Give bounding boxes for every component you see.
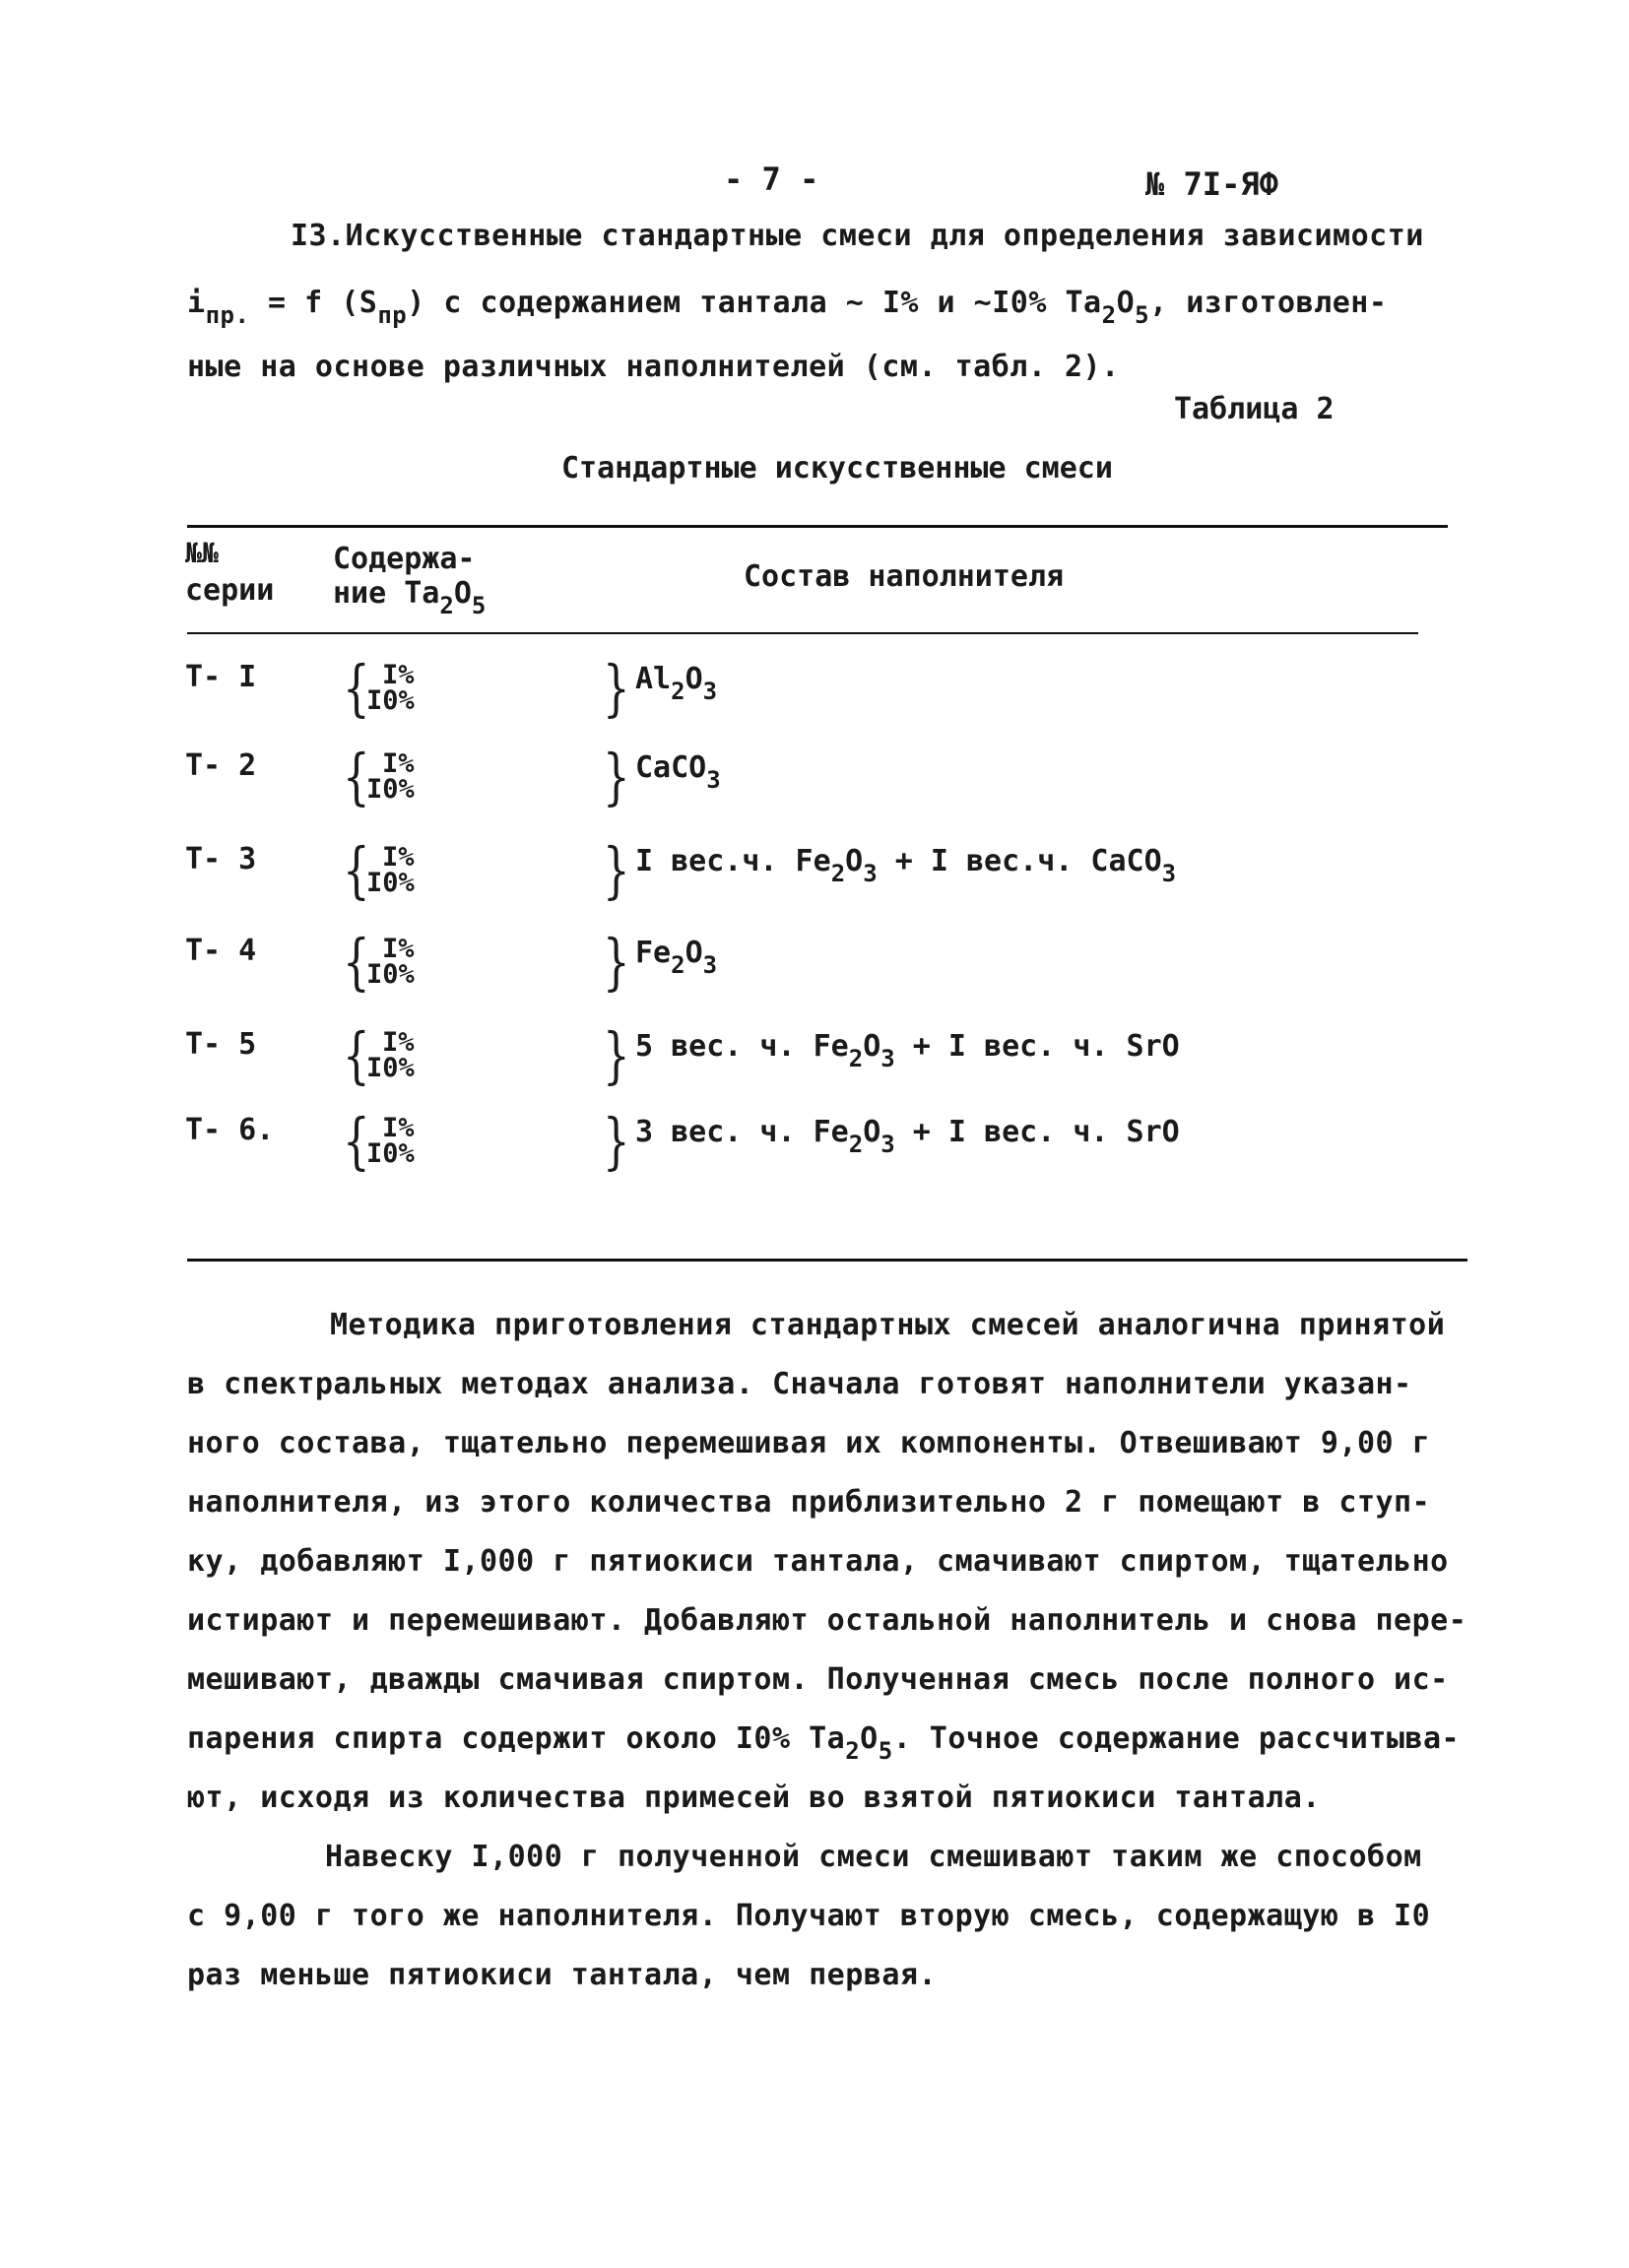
- p1-line8-prefix: парения спирта содержит около I0% Ta: [187, 1721, 846, 1756]
- right-brace: }: [603, 926, 630, 998]
- filler-subscript: 2: [671, 677, 685, 705]
- filler-subscript: 3: [863, 859, 878, 887]
- table-top-rule: [187, 525, 1448, 528]
- series-code: T- 4: [185, 934, 257, 968]
- paragraph-1-line-9: ют, исходя из количества примесей во взятой пятиокиси тантала.: [187, 1781, 1321, 1815]
- filler-subscript: 3: [702, 950, 718, 979]
- paragraph-1-line: истирают и перемешивают. Добавляют остальной наполнитель и снова пере-: [187, 1603, 1467, 1638]
- col-header-content-1: Содержа-: [333, 542, 476, 576]
- col2-sub: 5: [471, 591, 487, 619]
- filler-subscript: 3: [706, 765, 721, 794]
- table-header-rule: [187, 632, 1418, 634]
- document-number: № 7I-ЯФ: [1145, 165, 1278, 203]
- p1-line8-sub: 2: [845, 1736, 861, 1765]
- formula-sub: 5: [1135, 300, 1150, 329]
- paragraph-1-line: ку, добавляют I,000 г пятиокиси тантала, смачивают спиртом, тщательно: [187, 1544, 1449, 1579]
- paragraph-2-line: с 9,00 г того же наполнителя. Получают вторую смесь, содержащую в I0: [187, 1899, 1431, 1933]
- filler-text: + I вес. ч. SrO: [894, 1115, 1180, 1149]
- paragraph-1-line: мешивают, дважды смачивая спиртом. Полученная смесь после полного ис-: [187, 1662, 1449, 1697]
- formula-tail: , изготовлен-: [1149, 286, 1388, 320]
- page-number: - 7 -: [724, 161, 819, 198]
- content-low: I%: [382, 660, 415, 690]
- formula-sub: 2: [1101, 300, 1117, 329]
- filler-subscript: 3: [880, 1130, 895, 1158]
- filler-text: CaCO: [635, 750, 707, 785]
- content-low: I%: [382, 934, 415, 964]
- left-brace: {: [343, 926, 370, 998]
- content-high: I0%: [366, 1138, 415, 1169]
- intro-line-1: I3.Искусственные стандартные смеси для определения зависимости: [291, 219, 1424, 253]
- p1-line8-o: O: [860, 1721, 879, 1756]
- right-brace: }: [603, 652, 630, 724]
- col-header-filler: Состав наполнителя: [744, 559, 1065, 594]
- paragraph-2-line: Навеску I,000 г полученной смеси смешивают таким же способом: [325, 1840, 1422, 1874]
- filler-subscript: 3: [880, 1044, 895, 1072]
- filler-text: + I вес. ч. SrO: [894, 1029, 1180, 1064]
- p1-line8-sub: 5: [878, 1736, 893, 1765]
- filler-text: O: [684, 662, 703, 696]
- paragraph-1-line: Методика приготовления стандартных смесей аналогична принятой: [330, 1308, 1446, 1342]
- series-code: T- 2: [185, 748, 257, 783]
- col2-sub: 2: [439, 591, 454, 619]
- left-brace: {: [343, 652, 370, 724]
- filler-text: 3 вес. ч. Fe: [635, 1115, 849, 1149]
- content-high: I0%: [366, 1053, 415, 1083]
- filler-subscript: 3: [702, 677, 718, 705]
- paragraph-1-line: ного состава, тщательно перемешивая их компоненты. Отвешивают 9,00 г: [187, 1426, 1431, 1460]
- content-high: I0%: [366, 685, 415, 716]
- filler-composition: [635, 662, 718, 705]
- content-high: I0%: [366, 868, 415, 898]
- content-low: I%: [382, 748, 415, 779]
- formula-i: i: [187, 286, 206, 320]
- col-header-content-2: [333, 576, 487, 619]
- intro-line-2: [187, 286, 1388, 329]
- right-brace: }: [603, 834, 630, 906]
- filler-subscript: 3: [1161, 859, 1177, 887]
- left-brace: {: [343, 1019, 370, 1091]
- formula-mid: = f (S: [249, 286, 378, 320]
- content-low: I%: [382, 1027, 415, 1058]
- paragraph-1-line: наполнителя, из этого количества приблизительно 2 г помещают в ступ-: [187, 1485, 1431, 1520]
- formula-sub: пр: [377, 300, 408, 329]
- filler-composition: [635, 1115, 1180, 1158]
- content-low: I%: [382, 1113, 415, 1143]
- left-brace: {: [343, 834, 370, 906]
- formula-o: O: [1116, 286, 1136, 320]
- content-high: I0%: [366, 959, 415, 990]
- right-brace: }: [603, 1019, 630, 1091]
- col2-prefix: ние Ta: [333, 576, 440, 611]
- filler-subscript: 2: [848, 1044, 864, 1072]
- right-brace: }: [603, 741, 630, 812]
- filler-subscript: 2: [830, 859, 846, 887]
- filler-text: O: [845, 844, 864, 878]
- col-header-series-1: №№: [185, 537, 219, 569]
- series-code: T- 6.: [185, 1113, 275, 1147]
- col-header-series-2: серии: [185, 573, 275, 608]
- filler-subscript: 2: [671, 950, 685, 979]
- content-low: I%: [382, 842, 415, 873]
- filler-composition: [635, 844, 1177, 887]
- formula-rhs: ) с содержанием тантала ~ I% и ~I0% Ta: [407, 286, 1102, 320]
- filler-subscript: 2: [848, 1130, 864, 1158]
- series-code: T- 3: [185, 842, 257, 876]
- series-code: T- 5: [185, 1027, 257, 1062]
- p1-line8-suffix: . Точное содержание рассчитыва-: [892, 1721, 1461, 1756]
- filler-text: + I вес.ч. CaCO: [877, 844, 1162, 878]
- filler-text: 5 вес. ч. Fe: [635, 1029, 849, 1064]
- table-label: Таблица 2: [1174, 392, 1335, 426]
- filler-text: Fe: [635, 936, 672, 970]
- paragraph-1-line-8: [187, 1721, 1461, 1765]
- intro-line-3: ные на основе различных наполнителей (см. табл. 2).: [187, 350, 1120, 384]
- filler-text: O: [863, 1115, 881, 1149]
- content-high: I0%: [366, 774, 415, 805]
- filler-text: O: [863, 1029, 881, 1064]
- filler-text: I вес.ч. Fe: [635, 844, 831, 878]
- left-brace: {: [343, 1105, 370, 1177]
- formula-sub: пр.: [205, 300, 250, 329]
- filler-text: O: [684, 936, 703, 970]
- left-brace: {: [343, 741, 370, 812]
- filler-composition: [635, 750, 721, 794]
- filler-composition: [635, 936, 718, 979]
- paragraph-2-line: раз меньше пятиокиси тантала, чем первая.: [187, 1958, 938, 1992]
- paragraph-1-line: в спектральных методах анализа. Сначала готовят наполнители указан-: [187, 1367, 1412, 1401]
- filler-text: Al: [635, 662, 672, 696]
- table-title: Стандартные искусственные смеси: [561, 451, 1113, 486]
- right-brace: }: [603, 1105, 630, 1177]
- series-code: T- I: [185, 660, 257, 694]
- table-bottom-rule: [187, 1259, 1467, 1262]
- col2-o: O: [453, 576, 472, 611]
- filler-composition: [635, 1029, 1180, 1072]
